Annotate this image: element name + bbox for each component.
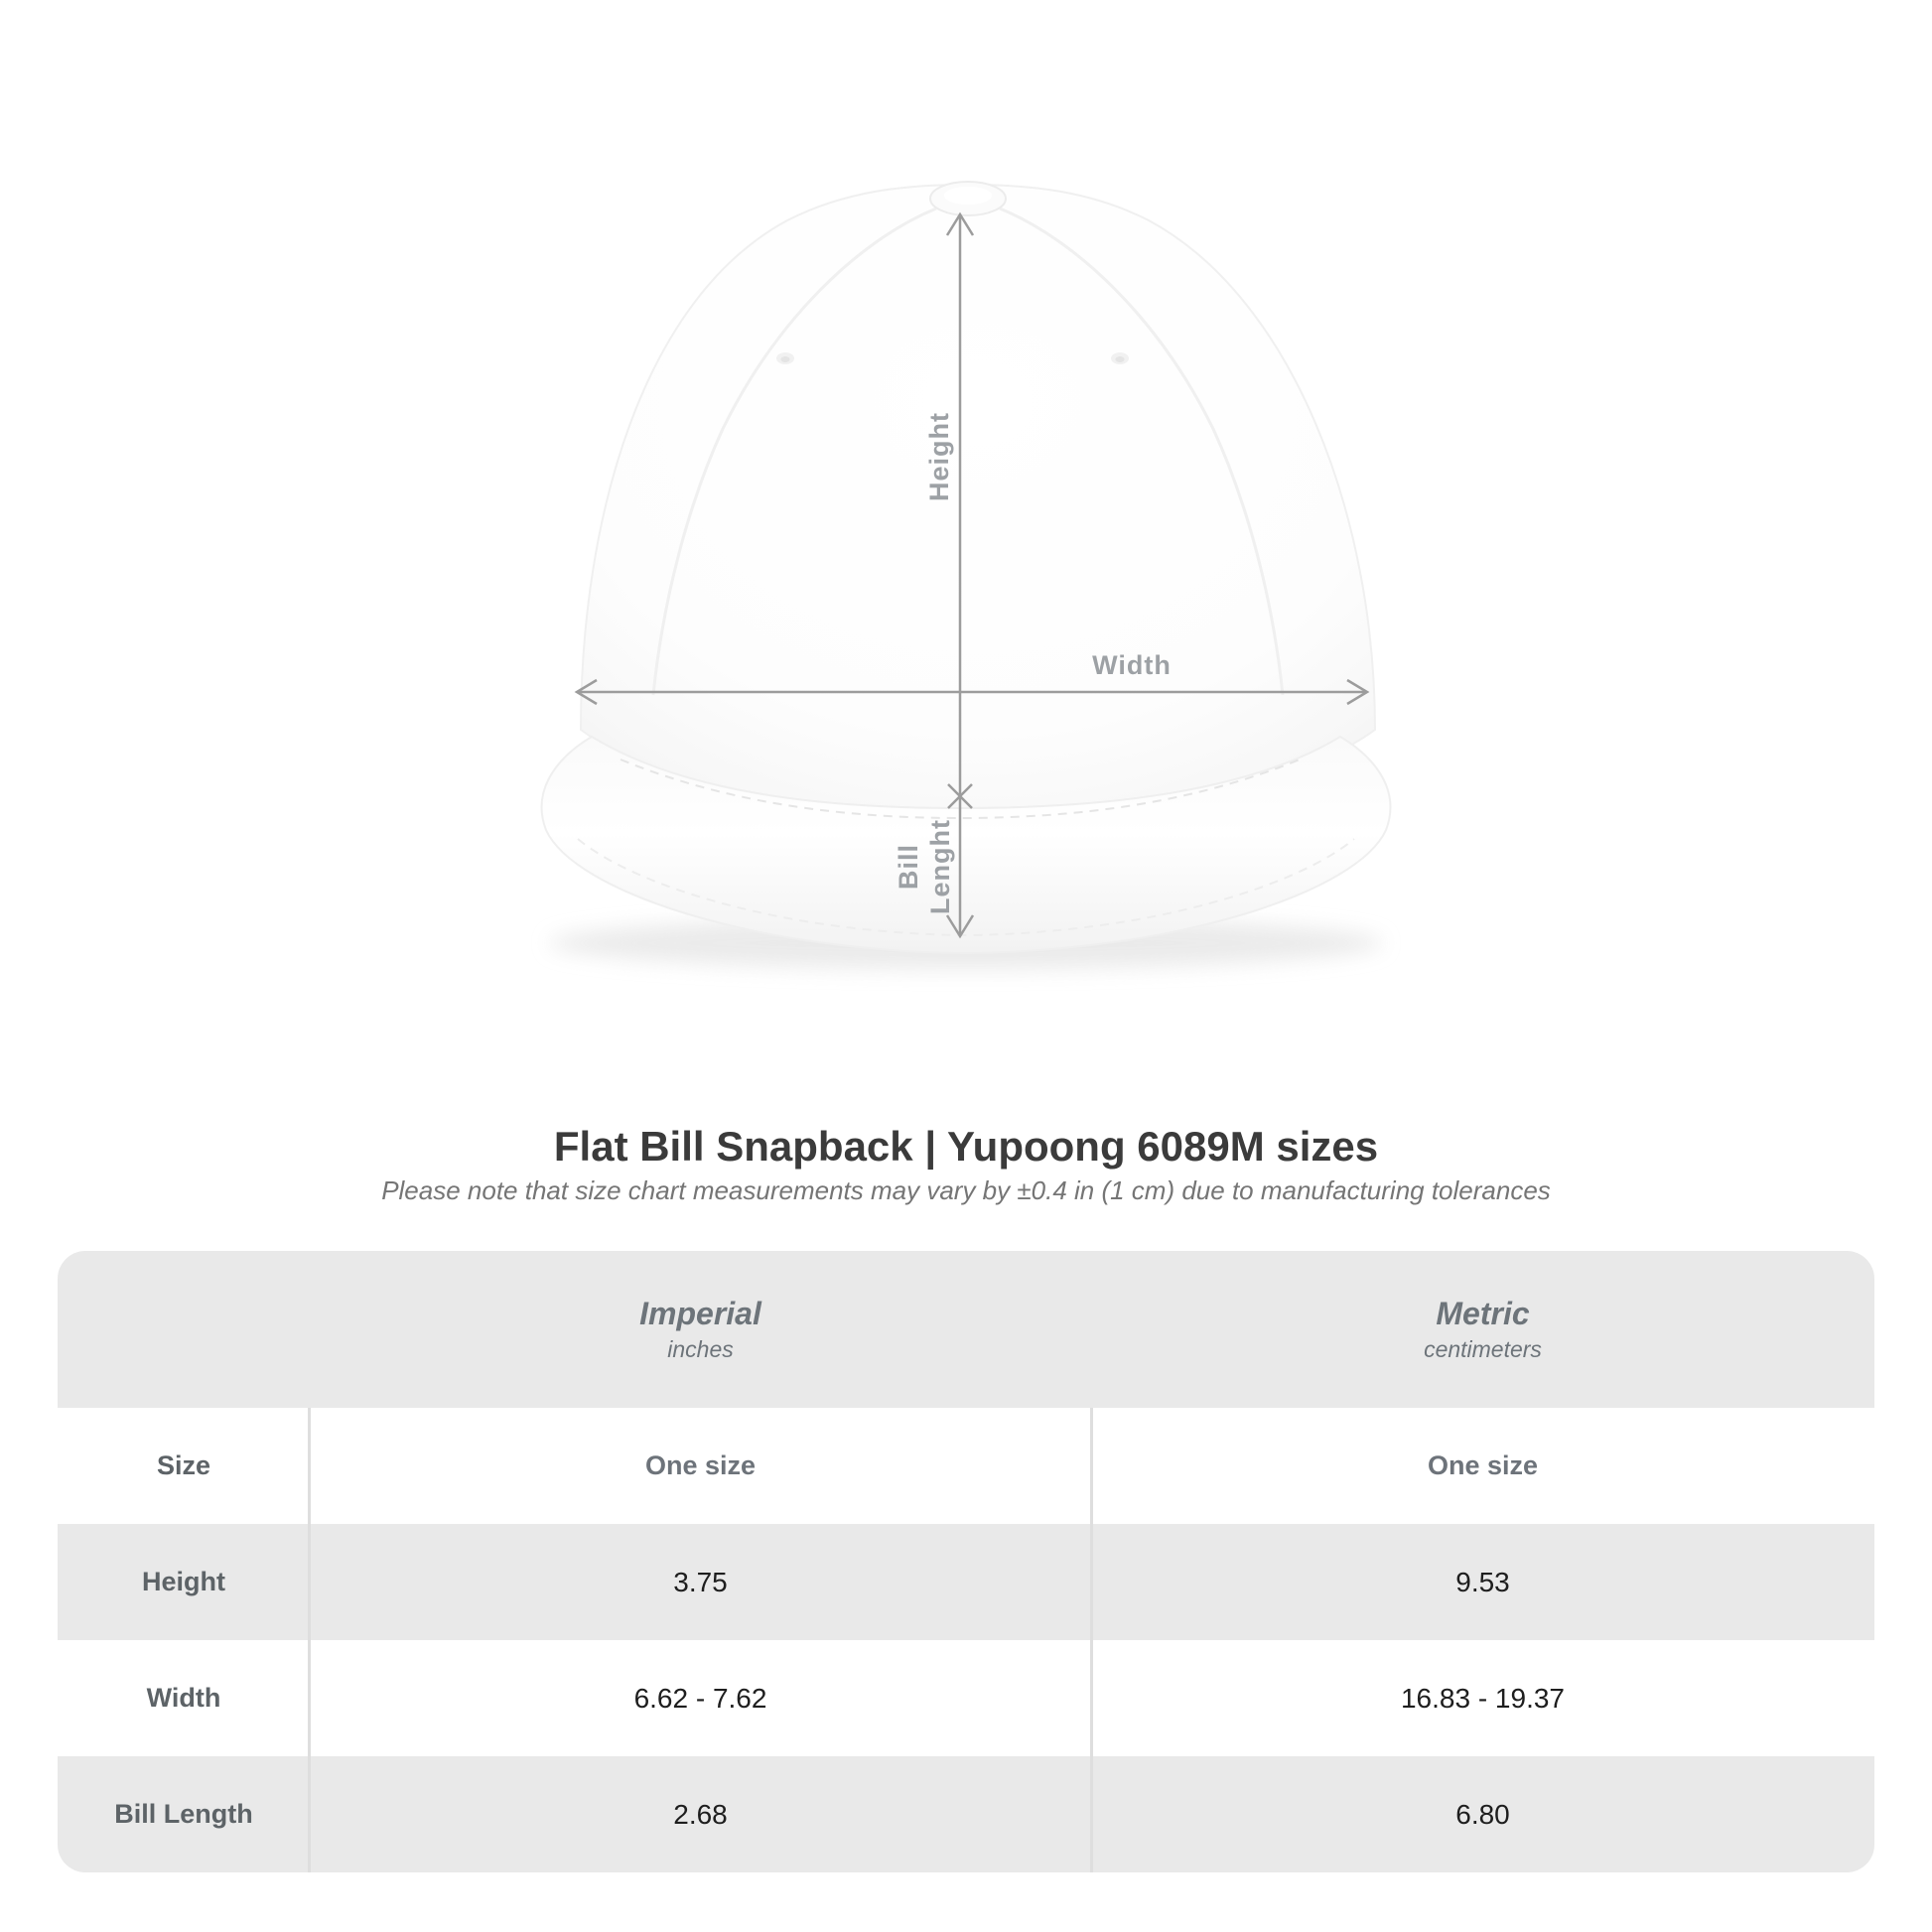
- bill-length-dimension-label: [894, 819, 957, 914]
- eyelet-left: [776, 352, 794, 364]
- table-body: [58, 1408, 1874, 1872]
- header-imperial: [310, 1296, 1091, 1362]
- table-header: [58, 1251, 1874, 1408]
- imperial-value: One size: [644, 1450, 757, 1480]
- metric-value: 16.83 - 19.37: [1400, 1682, 1566, 1714]
- hat-top-button: [930, 182, 1006, 215]
- imperial-value: 6.62 - 7.62: [633, 1682, 767, 1714]
- hat-crown: [581, 182, 1375, 808]
- page-title: Flat Bill Snapback | Yupoong 6089M sizes: [553, 1123, 1379, 1170]
- row-label: Size: [156, 1450, 211, 1480]
- column-divider-2: [1090, 1408, 1093, 1872]
- table-row-height: [58, 1524, 1874, 1640]
- bill-length-label-line1: Bill: [894, 843, 924, 891]
- row-label: Width: [146, 1683, 221, 1713]
- imperial-value: 3.75: [673, 1566, 728, 1597]
- metric-system-name: Metric: [1436, 1296, 1530, 1332]
- header-metric: [1091, 1296, 1874, 1362]
- table-row-size: [58, 1408, 1874, 1524]
- size-chart-table: [58, 1251, 1874, 1872]
- imperial-system-name: Imperial: [639, 1296, 761, 1332]
- tolerance-note: Please note that size chart measurements may vary by ±0.4 in (1 cm) due to manufacturing tolerances: [381, 1175, 1551, 1205]
- metric-value: 6.80: [1455, 1798, 1510, 1830]
- metric-value: 9.53: [1455, 1566, 1510, 1597]
- row-label: Height: [142, 1567, 225, 1596]
- table-row-width: [58, 1640, 1874, 1756]
- metric-system-unit: centimeters: [1424, 1336, 1542, 1363]
- imperial-value: 2.68: [673, 1798, 728, 1830]
- imperial-system-unit: inches: [667, 1336, 734, 1363]
- row-label: Bill Length: [114, 1799, 253, 1829]
- eyelet-right: [1111, 352, 1129, 364]
- table-row-bill-length: [58, 1756, 1874, 1872]
- width-dimension-label: Width: [1092, 650, 1172, 681]
- height-dimension-label: Height: [924, 412, 955, 501]
- bill-length-label-line2: Lenght: [925, 819, 955, 914]
- metric-value: One size: [1427, 1450, 1539, 1480]
- column-divider-1: [308, 1408, 311, 1872]
